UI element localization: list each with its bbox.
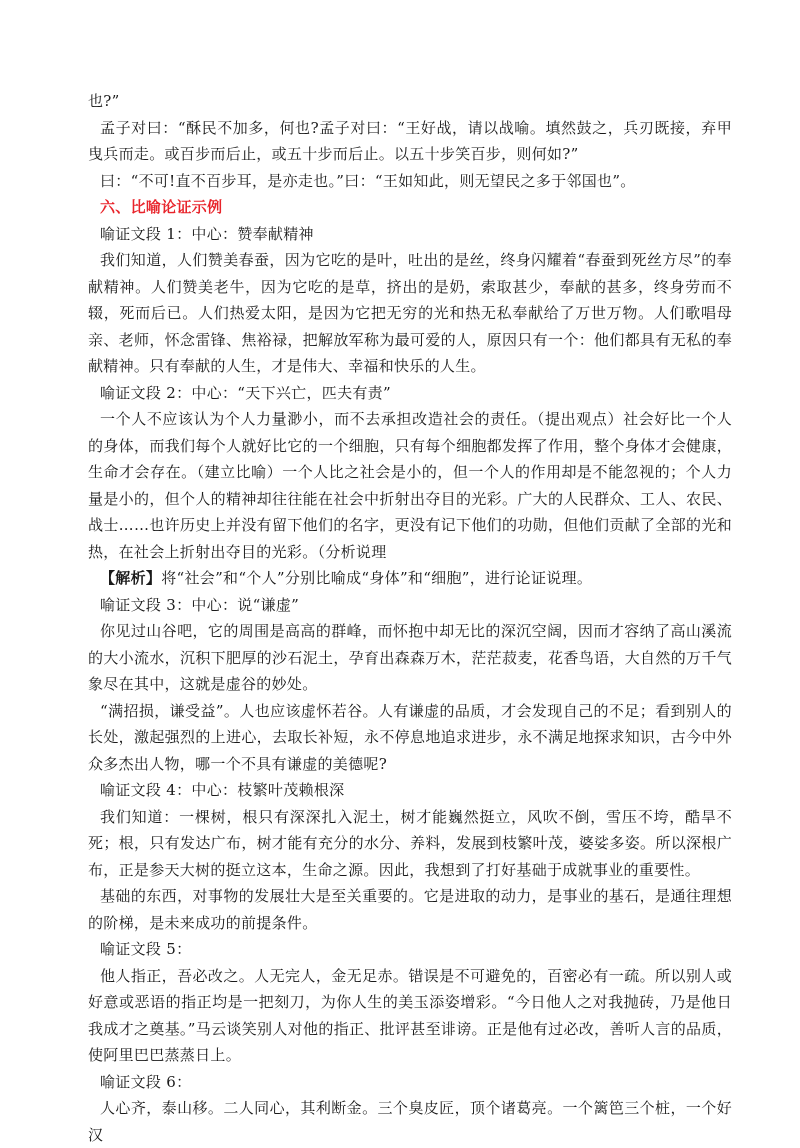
subsection-title: 喻证文段 6： <box>100 1072 192 1091</box>
paragraph: 他人指正，吾必改之。人无完人，金无足赤。错误是不可避免的，百密必有一疏。所以别人或好意或恶语的指正均是一把刻刀，为你人生的美玉添姿增彩。“今日他人之对我抛砖，乃是他日我成才之奠基。”马云谈笑别人对他的指正、批评甚至诽谤。正是他有过必改，善听人言的品质，使阿里巴巴蒸蒸日上。 <box>88 966 732 1064</box>
analysis-text: 将“社会”和“个人”分别比喻成“身体”和“细胞”，进行论证说理。 <box>161 569 593 587</box>
paragraph: 人心齐，泰山移。二人同心，其利断金。三个臭皮匠，顶个诸葛亮。一个篱笆三个桩，一个好汉 <box>88 1099 732 1144</box>
paragraph: 一个人不应该认为个人力量渺小，而不去承担改造社会的责任。（提出观点）社会好比一个人的身体，而我们每个人就好比它的一个细胞，只有每个细胞都发挥了作用，整个身体才会健康，生命才会存在。（建立比喻）一个人比之社会是小的，但一个人的作用却是不能忽视的；个人力量是小的，但个人的精神却往往能在社会中折射出夺目的光彩。广大的人民群众、工人、农民、战士……也许历史上并没有留下他们的名字，更没有记下他们的功勋，但他们贡献了全部的光和热，在社会上折射出夺目的光彩。（分析说理 <box>88 410 732 561</box>
subsection-title: 喻证文段 4：中心：枝繁叶茂赖根深 <box>100 781 345 799</box>
subsection-title: 喻证文段 1：中心：赞奉献精神 <box>100 224 314 243</box>
subsection-title: 喻证文段 3：中心：说“谦虚” <box>100 595 300 614</box>
subsection-title: 喻证文段 5： <box>100 940 192 958</box>
analysis-paragraph <box>88 565 732 592</box>
subsection-title: 喻证文段 2：中心：“天下兴亡，匹夫有责” <box>100 383 391 402</box>
analysis-label: 【解析】 <box>100 569 162 587</box>
paragraph: 我们知道，人们赞美春蚕，因为它吃的是叶，吐出的是丝，终身闪耀着“春蚕到死丝方尽”的奉献精神。人们赞美老牛，因为它吃的是草，挤出的是奶，索取甚少，奉献的甚多，终身劳而不辍，死而后已。人们热爱太阳，是因为它把无穷的光和热无私奉献给了万世万物。人们歌唱母亲、老师，怀念雷锋、焦裕禄，把解放军称为最可爱的人，原因只有一个：他们都具有无私的奉献精神。只有奉献的人生，才是伟大、幸福和快乐的人生。 <box>88 251 732 375</box>
paragraph: “满招损，谦受益”。人也应该虚怀若谷。人有谦虚的品质，才会发现自己的不足；看到别人的长处，激起强烈的上进心，去取长补短，永不停息地追求进步，永不满足地探求知识，古今中外众多杰出人物，哪一个不具有谦虚的美德呢? <box>88 701 732 773</box>
section-heading: 六、比喻论证示例 <box>100 198 223 216</box>
paragraph: 你见过山谷吧，它的周围是高高的群峰，而怀抱中却无比的深沉空阔，因而才容纳了高山溪流的大小流水，沉积下肥厚的沙石泥土，孕育出森森万木，茫茫菽麦，花香鸟语，大自然的万千气象尽在其中，这就是虚谷的妙处。 <box>88 622 732 693</box>
paragraph: 孟子对曰：“酥民不加多，何也?孟子对曰：“王好战，请以战喻。填然鼓之，兵刃既接，弃甲曳兵而走。或百步而后止，或五十步而后止。以五十步笑百步，则何如?” <box>88 118 732 163</box>
paragraph: 我们知道：一棵树，根只有深深扎入泥土，树才能巍然挺立，风吹不倒，雪压不垮，酷旱不死；根，只有发达广布，树才能有充分的水分、养料，发展到枝繁叶茂，婆娑多姿。所以深根广布，正是参天大树的挺立这本，生命之源。因此，我想到了打好基础于成就事业的重要性。 <box>88 807 732 879</box>
paragraph: 曰：“不可!直不百步耳，是亦走也。”曰：“王如知此，则无望民之多于邻国也”。 <box>100 171 636 190</box>
text-line: 也?” <box>88 92 120 110</box>
paragraph: 基础的东西，对事物的发展壮大是至关重要的。它是进取的动力，是事业的基石，是通往理想的阶梯，是未来成功的前提条件。 <box>88 887 732 932</box>
